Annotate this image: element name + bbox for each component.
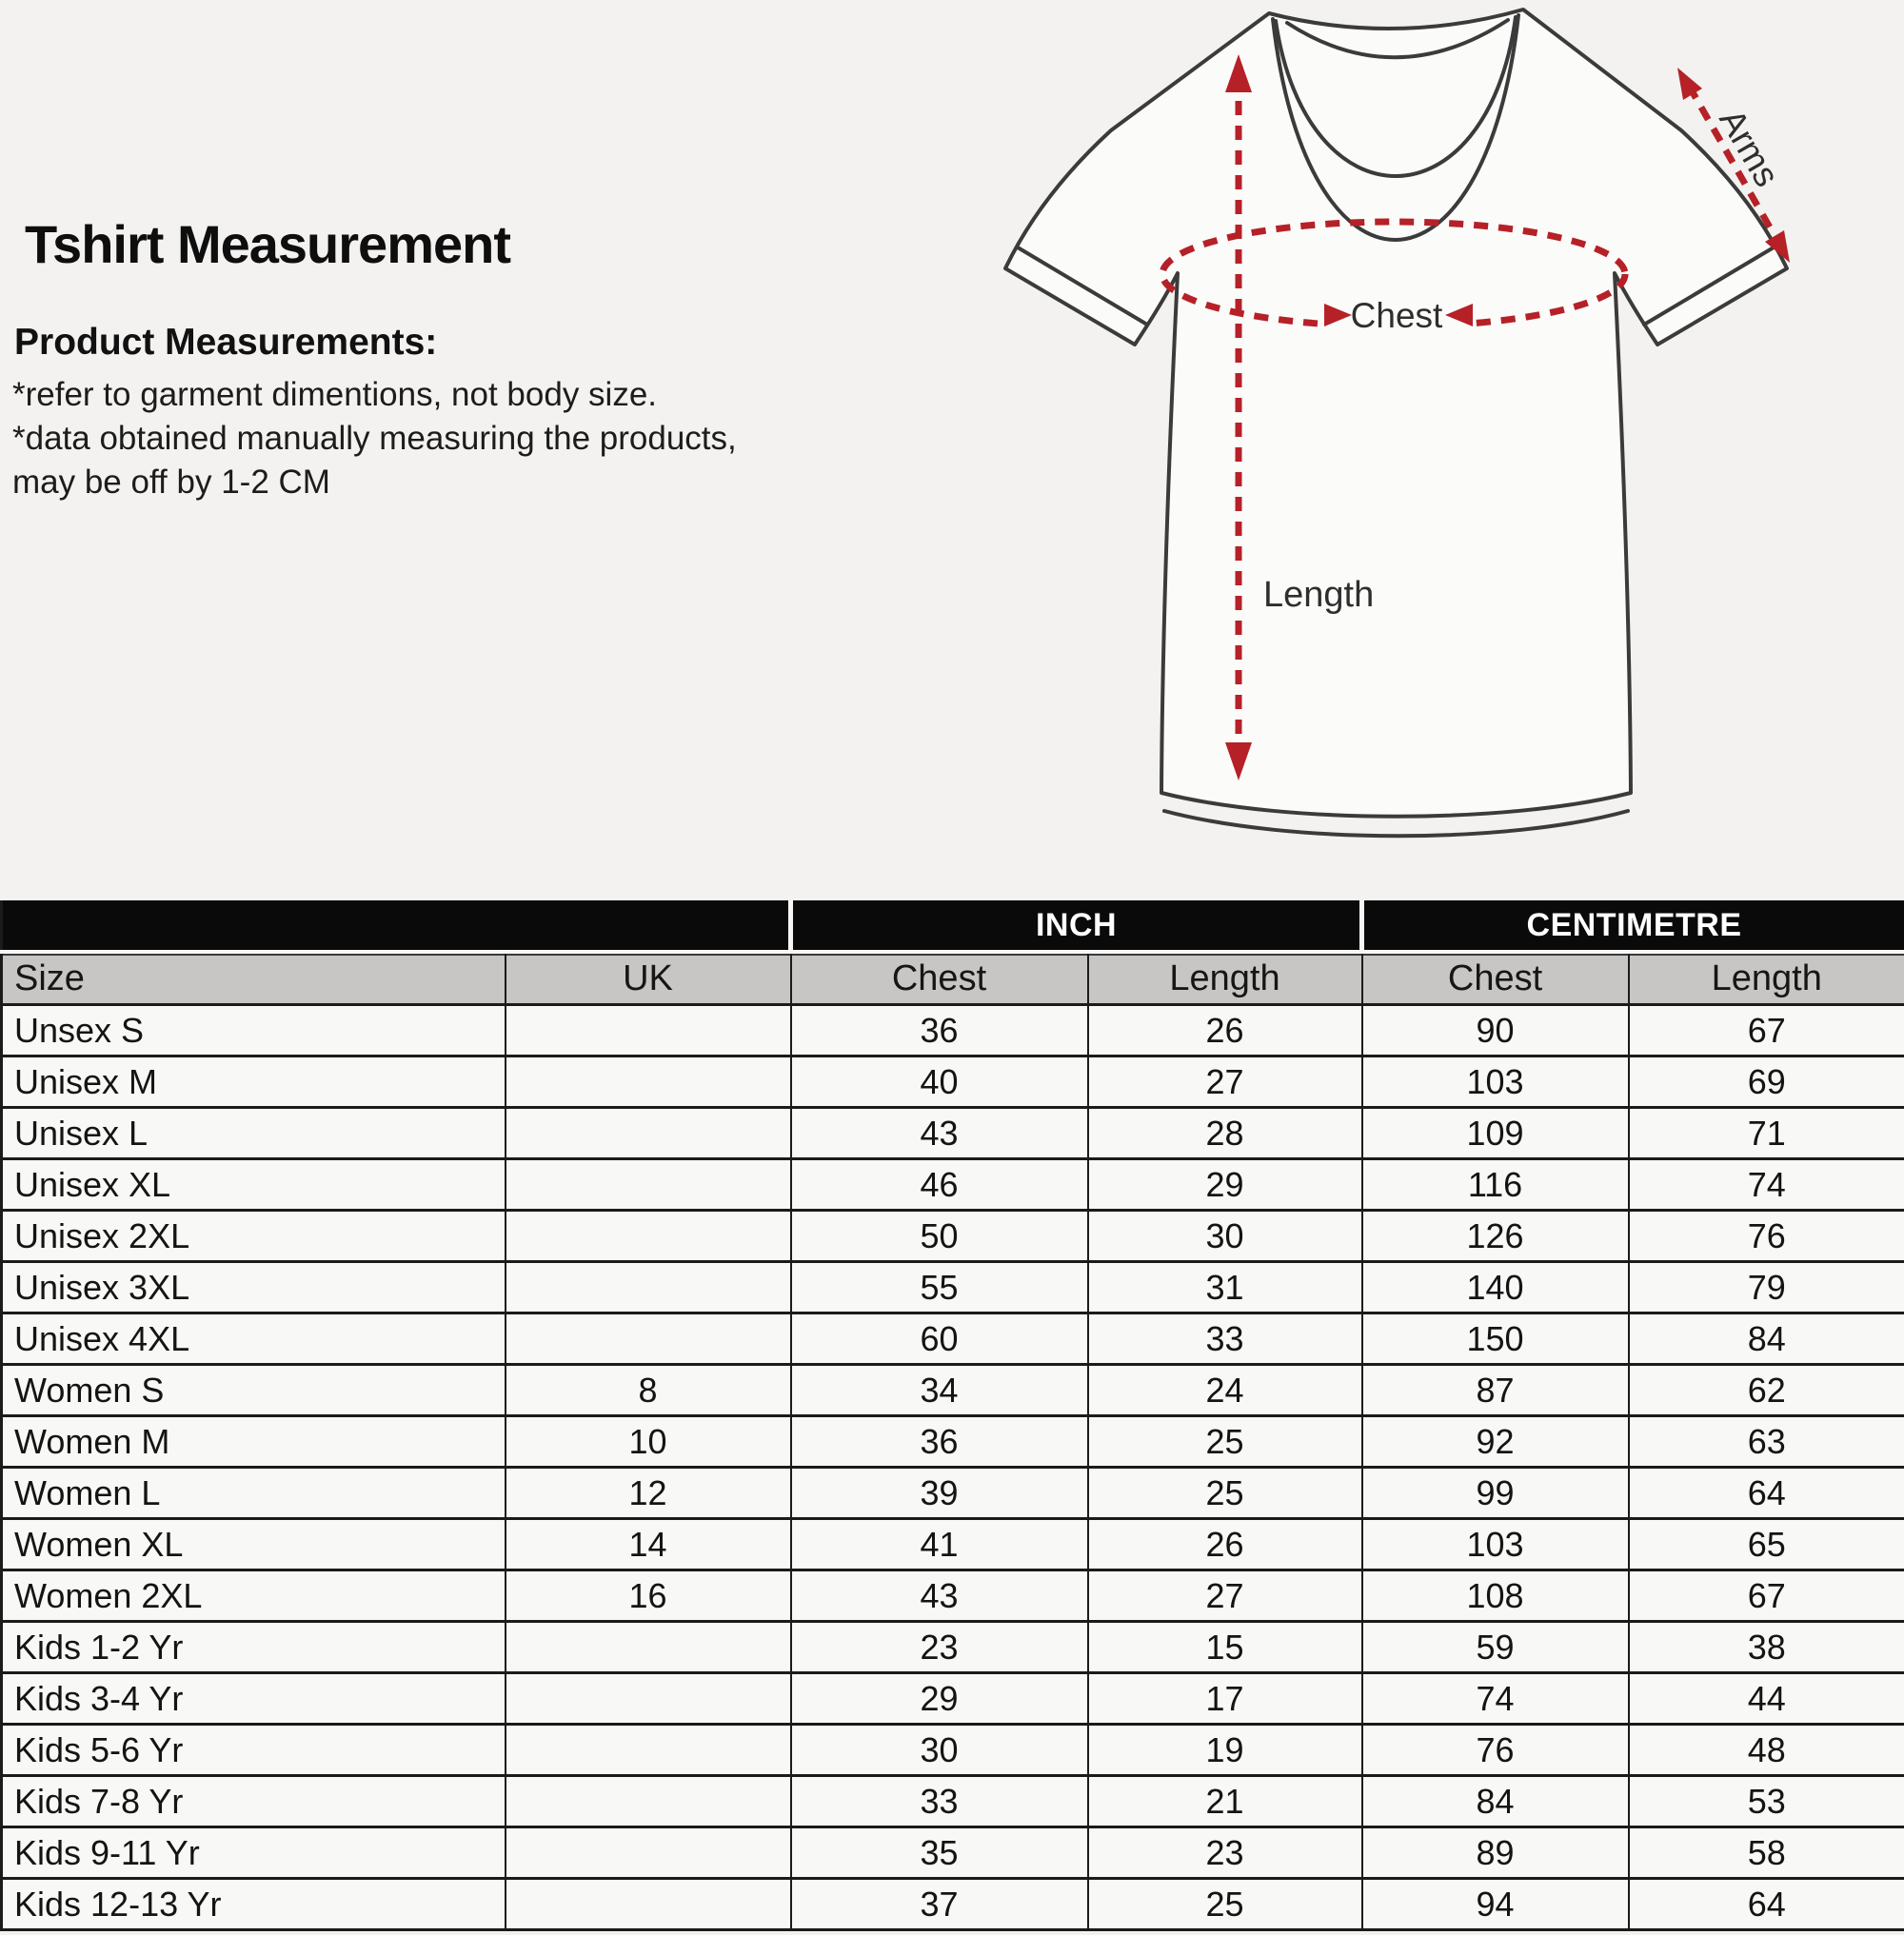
value-cell [506, 1776, 791, 1827]
tshirt-measurement-diagram [743, 0, 1847, 899]
value-cell: 27 [1088, 1570, 1362, 1622]
value-cell: 40 [791, 1056, 1088, 1108]
value-cell [506, 1159, 791, 1211]
value-cell: 64 [1629, 1468, 1904, 1519]
value-cell: 38 [1629, 1622, 1904, 1673]
table-row [2, 1262, 1904, 1313]
value-cell: 16 [506, 1570, 791, 1622]
value-cell: 44 [1629, 1673, 1904, 1725]
value-cell: 58 [1629, 1827, 1904, 1879]
size-cell: Unisex XL [2, 1159, 506, 1211]
value-cell: 30 [1088, 1211, 1362, 1262]
value-cell [506, 1313, 791, 1365]
value-cell: 43 [791, 1570, 1088, 1622]
size-cell: Women S [2, 1365, 506, 1416]
value-cell: 116 [1362, 1159, 1629, 1211]
value-cell: 12 [506, 1468, 791, 1519]
page-title: Tshirt Measurement [25, 214, 510, 274]
column-header: UK [506, 952, 791, 1005]
value-cell: 150 [1362, 1313, 1629, 1365]
value-cell: 74 [1629, 1159, 1904, 1211]
value-cell [506, 1211, 791, 1262]
value-cell: 8 [506, 1365, 791, 1416]
value-cell: 60 [791, 1313, 1088, 1365]
value-cell: 67 [1629, 1570, 1904, 1622]
value-cell: 55 [791, 1262, 1088, 1313]
table-row [2, 1365, 1904, 1416]
measurement-notes [12, 373, 737, 504]
size-table [0, 900, 1904, 1931]
value-cell: 25 [1088, 1416, 1362, 1468]
column-header: Chest [791, 952, 1088, 1005]
chest-label: Chest [1350, 296, 1443, 335]
column-header: Length [1088, 952, 1362, 1005]
value-cell: 126 [1362, 1211, 1629, 1262]
value-cell: 92 [1362, 1416, 1629, 1468]
note-line: *refer to garment dimentions, not body size. [12, 376, 658, 413]
table-row [2, 1879, 1904, 1930]
value-cell: 50 [791, 1211, 1088, 1262]
value-cell: 31 [1088, 1262, 1362, 1313]
value-cell: 74 [1362, 1673, 1629, 1725]
value-cell: 76 [1362, 1725, 1629, 1776]
value-cell: 84 [1629, 1313, 1904, 1365]
value-cell: 17 [1088, 1673, 1362, 1725]
value-cell: 67 [1629, 1005, 1904, 1056]
value-cell: 34 [791, 1365, 1088, 1416]
value-cell: 103 [1362, 1056, 1629, 1108]
table-row [2, 1056, 1904, 1108]
value-cell: 21 [1088, 1776, 1362, 1827]
value-cell: 43 [791, 1108, 1088, 1159]
value-cell: 35 [791, 1827, 1088, 1879]
column-header: Chest [1362, 952, 1629, 1005]
value-cell: 109 [1362, 1108, 1629, 1159]
size-cell: Unsex S [2, 1005, 506, 1056]
product-measurements-heading: Product Measurements: [14, 322, 438, 363]
value-cell [506, 1622, 791, 1673]
value-cell: 14 [506, 1519, 791, 1570]
value-cell: 108 [1362, 1570, 1629, 1622]
value-cell: 53 [1629, 1776, 1904, 1827]
table-row [2, 1159, 1904, 1211]
value-cell: 26 [1088, 1519, 1362, 1570]
unit-group-header: INCH [791, 900, 1362, 952]
note-line: may be off by 1-2 CM [12, 464, 330, 501]
value-cell: 90 [1362, 1005, 1629, 1056]
size-cell: Unisex 2XL [2, 1211, 506, 1262]
value-cell: 62 [1629, 1365, 1904, 1416]
value-cell [506, 1673, 791, 1725]
table-row [2, 1519, 1904, 1570]
size-cell: Kids 3-4 Yr [2, 1673, 506, 1725]
note-line: *data obtained manually measuring the products, [12, 420, 737, 457]
size-table-body [2, 1005, 1904, 1930]
value-cell: 25 [1088, 1468, 1362, 1519]
value-cell: 64 [1629, 1879, 1904, 1930]
value-cell: 26 [1088, 1005, 1362, 1056]
value-cell: 69 [1629, 1056, 1904, 1108]
value-cell: 46 [791, 1159, 1088, 1211]
value-cell [506, 1725, 791, 1776]
value-cell [506, 1879, 791, 1930]
value-cell: 28 [1088, 1108, 1362, 1159]
value-cell: 99 [1362, 1468, 1629, 1519]
table-row [2, 1622, 1904, 1673]
value-cell: 41 [791, 1519, 1088, 1570]
table-row [2, 1416, 1904, 1468]
value-cell: 27 [1088, 1056, 1362, 1108]
unit-group-header: CENTIMETRE [1362, 900, 1904, 952]
table-row [2, 1468, 1904, 1519]
tshirt-outline-icon [1005, 10, 1787, 836]
value-cell: 36 [791, 1005, 1088, 1056]
value-cell: 63 [1629, 1416, 1904, 1468]
size-cell: Kids 9-11 Yr [2, 1827, 506, 1879]
value-cell: 65 [1629, 1519, 1904, 1570]
value-cell: 59 [1362, 1622, 1629, 1673]
value-cell [506, 1056, 791, 1108]
table-row [2, 1570, 1904, 1622]
size-cell: Kids 1-2 Yr [2, 1622, 506, 1673]
unit-group-header-empty [2, 900, 791, 952]
size-cell: Unisex 3XL [2, 1262, 506, 1313]
size-cell: Women M [2, 1416, 506, 1468]
size-cell: Women L [2, 1468, 506, 1519]
value-cell: 15 [1088, 1622, 1362, 1673]
size-cell: Unisex M [2, 1056, 506, 1108]
table-row [2, 1725, 1904, 1776]
column-header-row [2, 952, 1904, 1005]
value-cell: 87 [1362, 1365, 1629, 1416]
value-cell: 37 [791, 1879, 1088, 1930]
column-header: Length [1629, 952, 1904, 1005]
value-cell [506, 1005, 791, 1056]
table-row [2, 1776, 1904, 1827]
value-cell: 140 [1362, 1262, 1629, 1313]
value-cell: 79 [1629, 1262, 1904, 1313]
value-cell: 39 [791, 1468, 1088, 1519]
arms-arrow-up-icon [1677, 68, 1702, 100]
value-cell: 19 [1088, 1725, 1362, 1776]
size-cell: Kids 12-13 Yr [2, 1879, 506, 1930]
value-cell: 23 [1088, 1827, 1362, 1879]
value-cell: 30 [791, 1725, 1088, 1776]
table-row [2, 1005, 1904, 1056]
value-cell: 48 [1629, 1725, 1904, 1776]
value-cell: 24 [1088, 1365, 1362, 1416]
value-cell: 29 [791, 1673, 1088, 1725]
size-cell: Kids 7-8 Yr [2, 1776, 506, 1827]
size-cell: Unisex 4XL [2, 1313, 506, 1365]
table-row [2, 1827, 1904, 1879]
value-cell: 10 [506, 1416, 791, 1468]
column-header: Size [2, 952, 506, 1005]
value-cell [506, 1827, 791, 1879]
table-row [2, 1211, 1904, 1262]
value-cell: 33 [791, 1776, 1088, 1827]
value-cell [506, 1262, 791, 1313]
unit-header-row [2, 900, 1904, 952]
length-label: Length [1263, 575, 1375, 615]
value-cell: 84 [1362, 1776, 1629, 1827]
value-cell [506, 1108, 791, 1159]
value-cell: 103 [1362, 1519, 1629, 1570]
value-cell: 71 [1629, 1108, 1904, 1159]
value-cell: 36 [791, 1416, 1088, 1468]
value-cell: 23 [791, 1622, 1088, 1673]
value-cell: 29 [1088, 1159, 1362, 1211]
table-row [2, 1313, 1904, 1365]
size-cell: Women 2XL [2, 1570, 506, 1622]
value-cell: 25 [1088, 1879, 1362, 1930]
value-cell: 33 [1088, 1313, 1362, 1365]
value-cell: 89 [1362, 1827, 1629, 1879]
table-row [2, 1108, 1904, 1159]
size-cell: Women XL [2, 1519, 506, 1570]
size-cell: Kids 5-6 Yr [2, 1725, 506, 1776]
size-cell: Unisex L [2, 1108, 506, 1159]
arms-label: Arms [1712, 102, 1787, 193]
value-cell: 94 [1362, 1879, 1629, 1930]
table-row [2, 1673, 1904, 1725]
value-cell: 76 [1629, 1211, 1904, 1262]
